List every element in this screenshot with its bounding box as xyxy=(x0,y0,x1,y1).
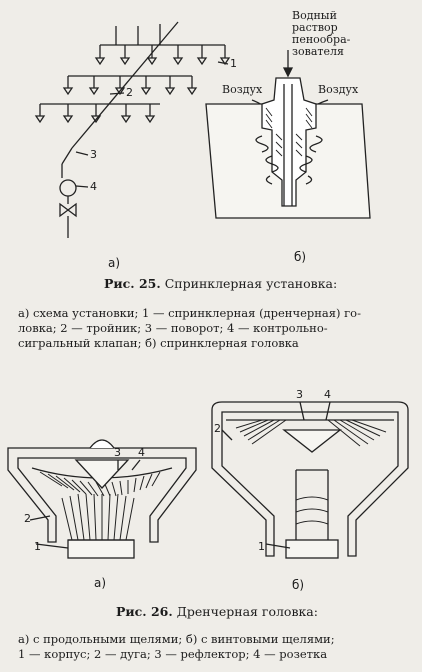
drencher-b-label-2: 2 xyxy=(214,422,221,435)
figure-26-caption xyxy=(116,604,318,619)
fig26-desc-line-2: 1 — корпус; 2 — дуга; 3 — рефлектор; 4 — розетка xyxy=(18,647,328,661)
drencher-b-label-4: 4 xyxy=(324,388,331,401)
scheme-label-3: 3 xyxy=(90,148,97,161)
scheme-label-2: 2 xyxy=(126,86,133,99)
air-label-left: Воздух xyxy=(222,83,263,96)
foam-label-line-2: раствор xyxy=(292,21,338,34)
figure-26-title: Дренчерная головка: xyxy=(176,604,318,619)
fig25-desc-line-3: сигральный клапан; б) спринклерная головка xyxy=(18,336,299,350)
air-label-right: Воздух xyxy=(318,83,359,96)
scheme-label-1: 1 xyxy=(230,57,237,70)
fig26-desc-line-1: а) с продольными щелями; б) с винтовыми щелями; xyxy=(18,632,335,646)
figure-26b-label: б) xyxy=(292,578,305,592)
fig25-desc-line-1: а) схема установки; 1 — спринклерная (дренчерная) го- xyxy=(18,306,361,320)
scheme-label-4: 4 xyxy=(90,180,97,193)
figure-26-description xyxy=(18,632,410,662)
foam-label-line-4: зователя xyxy=(292,45,344,58)
drencher-b-label-1: 1 xyxy=(258,540,265,553)
figure-26a-label: а) xyxy=(94,576,107,590)
figure-25-number: Рис. 25. xyxy=(104,276,161,291)
foam-label-line-3: пенообра- xyxy=(292,33,351,46)
drencher-a-label-4: 4 xyxy=(138,446,145,459)
drencher-a-label-2: 2 xyxy=(24,512,31,525)
figure-26-number: Рис. 26. xyxy=(116,604,173,619)
drencher-b-label-3: 3 xyxy=(296,388,303,401)
fig25-desc-line-2: ловка; 2 — тройник; 3 — поворот; 4 — контрольно- xyxy=(18,321,328,335)
figure-25a-label: а) xyxy=(108,256,121,270)
figure-25-title: Спринклерная установка: xyxy=(164,276,338,291)
drencher-a-label-1: 1 xyxy=(34,540,41,553)
foam-label-line-1: Водный xyxy=(292,9,337,22)
figure-25b-label: б) xyxy=(294,250,307,264)
drencher-a-label-3: 3 xyxy=(114,446,121,459)
